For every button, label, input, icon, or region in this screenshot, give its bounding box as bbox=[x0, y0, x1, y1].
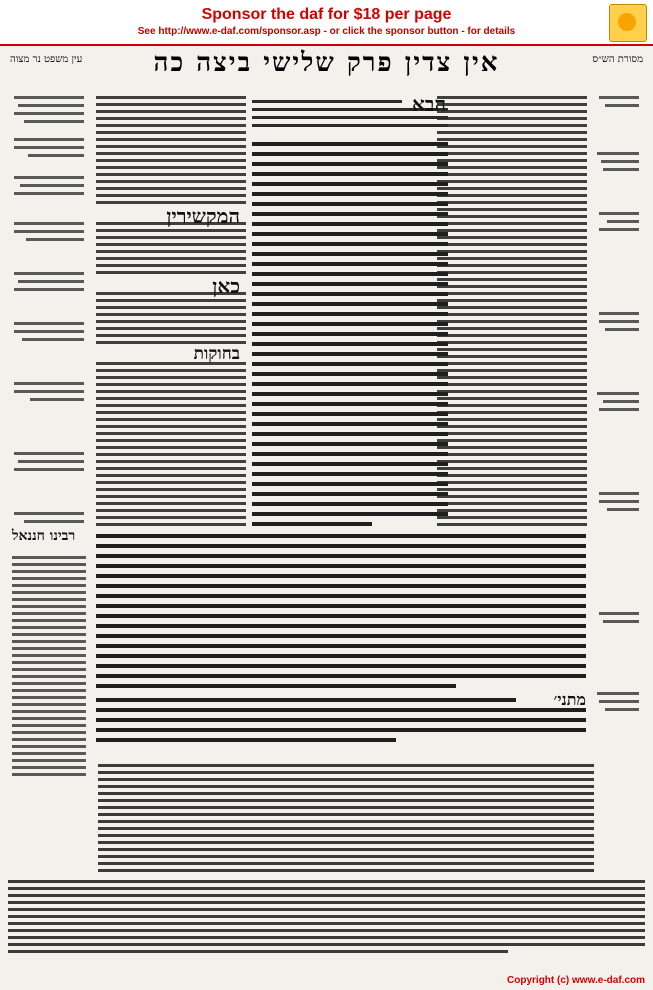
sponsor-button[interactable] bbox=[609, 4, 647, 42]
right-margin-notes bbox=[593, 92, 645, 782]
sponsor-banner[interactable] bbox=[0, 0, 653, 46]
mishna-lines bbox=[96, 690, 586, 750]
lower-commentary-lines bbox=[8, 760, 645, 965]
kan-word: כאן bbox=[212, 274, 240, 298]
left-margin-notes bbox=[8, 92, 90, 782]
gemara-top-block bbox=[252, 92, 448, 136]
rashi-column bbox=[437, 92, 587, 530]
gemara-text-lines bbox=[252, 138, 448, 530]
tosafot-text-lines bbox=[96, 92, 246, 530]
page-header-row bbox=[10, 48, 643, 88]
lower-commentary bbox=[8, 760, 645, 965]
left-margin-text-lines bbox=[8, 92, 90, 782]
right-margin-text-lines bbox=[593, 92, 645, 782]
page-title: אין צדין פרק שלישי ביצה כה bbox=[153, 48, 500, 78]
rashi-text-lines bbox=[437, 92, 587, 530]
masoret-hashas-label: מסורת הש״ס bbox=[592, 54, 643, 65]
tosafot-column bbox=[96, 92, 246, 530]
ein-mishpat-label: עין משפט נר מצוה bbox=[10, 54, 83, 65]
gemara-wide-block bbox=[96, 530, 586, 690]
gemara-column bbox=[252, 138, 448, 530]
mishna-block bbox=[96, 690, 586, 750]
rabbeinu-chananel-heading: רבינו חננאל bbox=[12, 528, 76, 544]
hava-word: הבא bbox=[412, 92, 446, 116]
gemara-wide-lines bbox=[96, 530, 586, 690]
matni-word: מתני׳ bbox=[553, 690, 586, 709]
hamakshirin-word: המקשירין bbox=[166, 204, 240, 228]
sponsor-title[interactable]: Sponsor the daf for $18 per page bbox=[201, 6, 452, 23]
bachukot-word: בחוקות bbox=[193, 344, 240, 364]
copyright-link[interactable]: Copyright (c) www.e-daf.com bbox=[507, 975, 645, 986]
sponsor-subtitle[interactable]: See http://www.e-daf.com/sponsor.asp - or click the sponsor button - for details bbox=[137, 26, 516, 37]
